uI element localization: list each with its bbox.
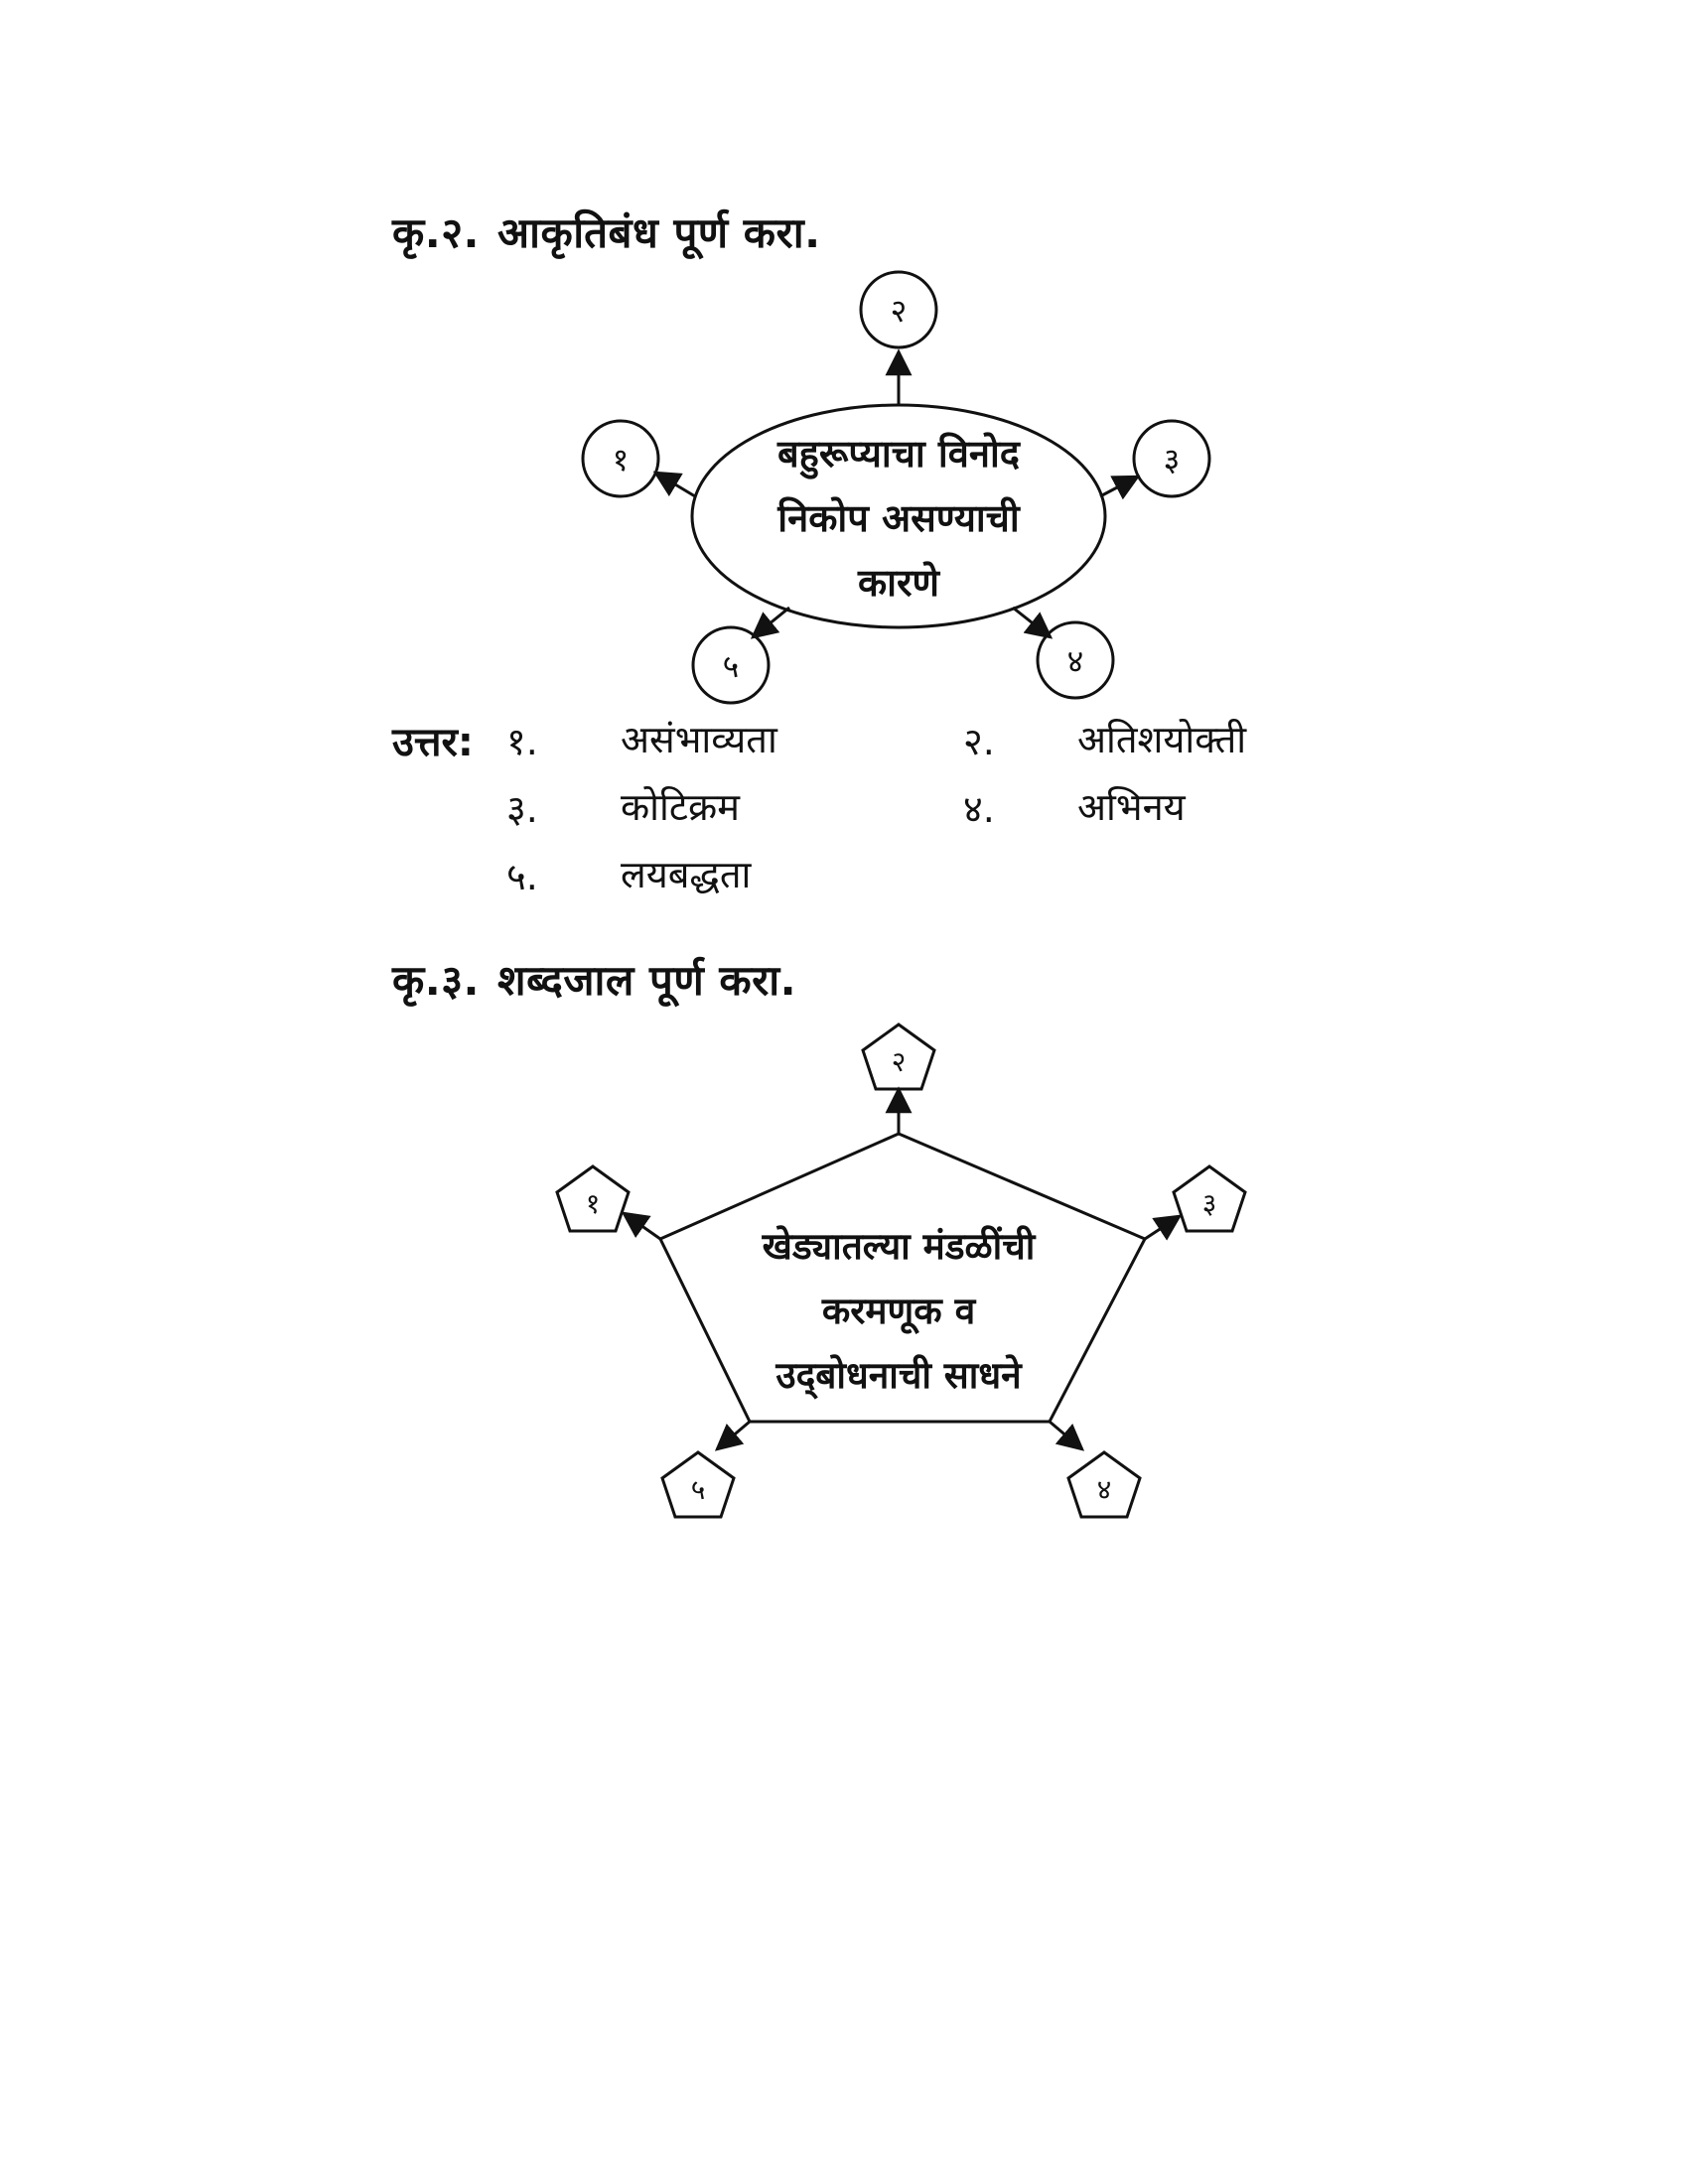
q3-node-label-5: ५: [690, 1473, 706, 1506]
q3-center-line-3: उद्‌बोधनाची साधने: [775, 1354, 1022, 1397]
answer-number-5: ५.: [506, 855, 538, 898]
answer-number-2: २.: [963, 720, 995, 763]
q2-center-line-1: बहुरूप्याचा विनोद: [776, 432, 1021, 476]
q2-answers: [392, 713, 1345, 911]
q3-node-label-1: १: [585, 1187, 601, 1220]
answer-text-1: असंभाव्यता: [621, 718, 777, 761]
q2-node-label-2: २: [890, 292, 908, 330]
q3-node-label-2: २: [891, 1045, 907, 1078]
q2-node-label-4: ४: [1066, 642, 1084, 680]
q2-node-label-1: १: [612, 441, 630, 478]
q2-node-label-3: ३: [1163, 441, 1181, 478]
q3-heading: [392, 951, 796, 1008]
q3-center-line-1: खेड्यातल्या मंडळींची: [762, 1225, 1036, 1268]
q2-center-line-2: निकोप असण्याची: [777, 496, 1020, 540]
answer-number-1: १.: [506, 720, 538, 763]
answer-number-3: ३.: [506, 787, 538, 831]
q3-word-web: [557, 1024, 1245, 1517]
q3-number: कृ.३.: [392, 956, 481, 1005]
q3-title: शब्दजाल पूर्ण करा.: [497, 956, 797, 1005]
q3-arrow-5: [717, 1422, 750, 1449]
q2-concept-map: [583, 272, 1209, 703]
q3-arrow-3: [1145, 1216, 1180, 1239]
q3-node-label-3: ३: [1201, 1187, 1217, 1220]
q3-node-label-4: ४: [1096, 1473, 1112, 1506]
q2-number: कृ.२.: [392, 208, 481, 257]
answer-number-4: ४.: [963, 787, 995, 831]
q2-center-line-3: कारणे: [857, 561, 940, 605]
q2-arrow-5: [753, 608, 789, 637]
answer-text-4: अभिनय: [1077, 785, 1186, 829]
q3-arrow-1: [624, 1213, 660, 1239]
answer-text-5: लयबद्धता: [621, 853, 752, 896]
q2-node-label-5: ५: [722, 647, 740, 685]
q3-center-line-2: करमणूक व: [821, 1290, 976, 1332]
q2-arrow-1: [655, 473, 695, 496]
answers-lead: उत्तर:: [392, 720, 474, 765]
answer-text-2: अतिशयोक्ती: [1077, 718, 1247, 761]
answer-text-3: कोटिक्रम: [621, 785, 740, 829]
q3-arrow-4: [1050, 1422, 1082, 1449]
q2-arrow-4: [1013, 608, 1051, 637]
q2-title: आकृतिबंध पूर्ण करा.: [497, 208, 821, 257]
q2-arrow-3: [1100, 477, 1138, 496]
